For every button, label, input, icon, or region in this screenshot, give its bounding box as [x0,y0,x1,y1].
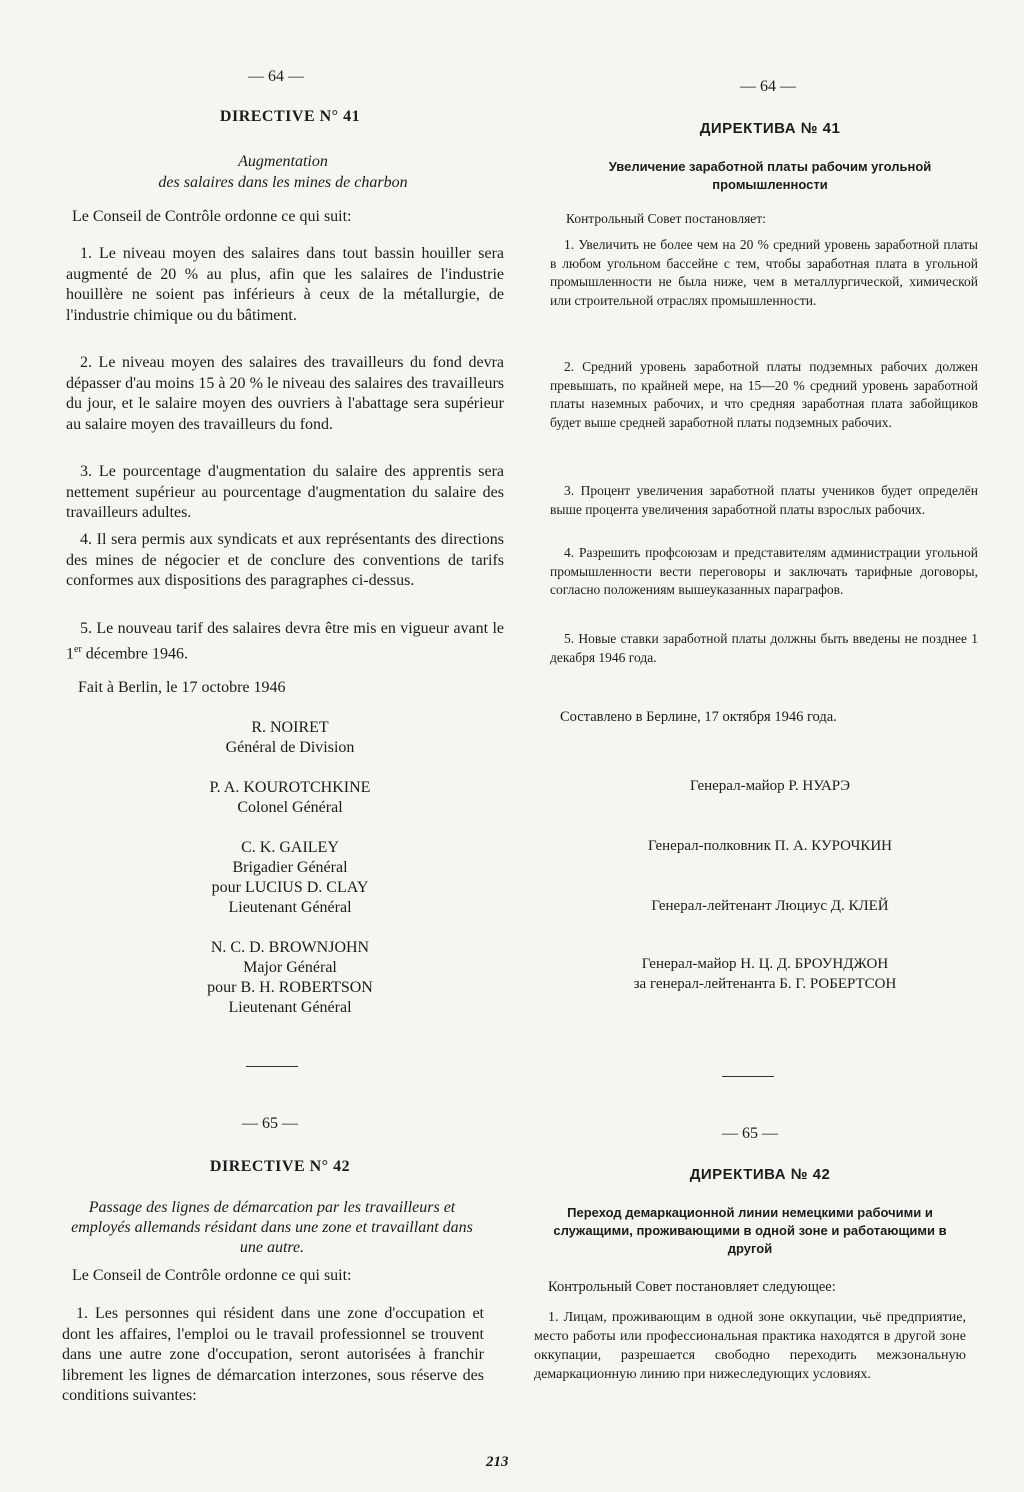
sig-rank: Général de Division [225,739,355,756]
sig-line-1: Генерал-майор Н. Ц. Д. БРОУНДЖОН [641,956,889,972]
fait-a-berlin-ru: Составлено в Берлине, 17 октября 1946 года. [560,709,837,725]
directive-41-subtitle-ru: Увеличение заработной платы рабочим угольной промышленности [608,159,932,192]
para-5-superscript: er [74,643,82,655]
directive-41-subtitle-fr-2: des salaires dans les mines de charbon [158,174,408,191]
directive-41-para-1-ru: 1. Увеличить не более чем на 20 % средний уровень заработной платы в любом угольном бассейне с тем, чтобы заработная плата в угольной промышленности не была ниже, чем в металлургической, химической или строительной отраслях промышленности. [550,237,978,308]
directive-41-para-4-ru: 4. Разрешить профсоюзам и представителям администрации угольной промышленности вести переговоры и заключать тарифные договоры, согласно положениям вышеуказанных параграфов. [550,545,978,597]
page-number-64-ru: — 64 — [740,78,796,95]
sig-name: N. C. D. BROWNJOHN [210,939,370,956]
directive-41-para-2-ru: 2. Средний уровень заработной платы подземных рабочих должен превышать, по крайней мере, на 15—20 % средний уровень заработной платы наземных рабочих, и что средняя заработная плата забойщиков будет выше средней заработной платы подземных рабочих. [550,359,978,430]
sig-name: R. NOIRET [251,719,329,736]
divider-rule-ru [722,1076,774,1077]
sig-rank: Brigadier Général [232,859,348,876]
directive-41-para-3-fr: 3. Le pourcentage d'augmentation du salaire des apprentis sera nettement supérieur au pourcentage d'augmentation du salaire des travailleurs adultes. [66,463,504,521]
directive-41-title-ru: ДИРЕКТИВА № 41 [699,120,841,137]
page-number-64-fr: — 64 — [248,68,304,85]
directive-42-title-fr: DIRECTIVE N° 42 [209,1158,351,1175]
signature-clay-ru: Генерал-лейтенант Люциус Д. КЛЕЙ [651,898,889,914]
signature-noiret-ru: Генерал-майор Р. НУАРЭ [689,778,851,794]
para-5-text-a: 5. Le nouveau tarif des salaires devra être mis en vigueur avant le 1 [66,620,504,662]
directive-41-para-4-fr: 4. Il sera permis aux syndicats et aux représentants des directions des mines de négocier et de conclure des conventions de tarifs conformes aux dispositions des paragraphes ci-dessus. [66,531,504,589]
page-number-65-ru: — 65 — [722,1125,778,1142]
sig-for: pour LUCIUS D. CLAY [211,879,369,896]
directive-41-intro-ru: Контрольный Совет постановляет: [566,211,766,226]
directive-41-intro-fr: Le Conseil de Contrôle ordonne ce qui suit: [72,208,352,225]
directive-41-subtitle-fr-1: Augmentation [238,153,328,170]
sig-name: P. A. KOUROTCHKINE [209,779,371,796]
directive-42-title-ru: ДИРЕКТИВА № 42 [689,1166,831,1183]
sig-for-rank: Lieutenant Général [228,999,352,1016]
sig-name: C. K. GAILEY [241,839,339,856]
sig-for-rank: Lieutenant Général [228,899,352,916]
directive-42-intro-fr: Le Conseil de Contrôle ordonne ce qui suit: [72,1267,352,1284]
directive-42-para-1-ru: 1. Лицам, проживающим в одной зоне оккупации, чьё предприятие, место работы или профессиональная практика находятся в другой зоне оккупации, разрешается свободно переходить межзональную демаркационную линию при нижеследующих условиях. [534,1310,966,1382]
signature-kourotchkine-fr [130,778,450,818]
directive-41-para-5-fr [66,619,504,664]
footer-page-number: 213 [486,1454,509,1470]
para-5-text-b: décembre 1946. [81,644,188,662]
directive-41-para-2-fr: 2. Le niveau moyen des salaires des travailleurs du fond devra dépasser d'au moins 15 à 20 % le niveau des salaires des travailleurs du jour, et le salaire moyen des ouvriers à l'abattage sera supérieur au salaire moyen des travailleurs du fond. [66,354,504,433]
directive-42-subtitle-ru: Переход демаркационной линии немецкими рабочими и служащими, проживающими в одной зоне и работающими в другой [553,1205,947,1256]
signature-kourotchkine-ru: Генерал-полковник П. А. КУРОЧКИН [647,838,893,854]
signature-brownjohn-ru [560,954,970,994]
divider-rule-fr [246,1066,298,1067]
fait-a-berlin-fr: Fait à Berlin, le 17 octobre 1946 [78,679,286,696]
sig-rank: Major Général [243,959,337,976]
signature-brownjohn-fr [130,938,450,1018]
directive-42-para-1-fr: 1. Les personnes qui résident dans une zone d'occupation et dont les affaires, l'emploi ou le travail professionnel se trouvent dans une autre zone d'occupation, seront autorisées à franchir librement les lignes de démarcation interzones, sous réserve des conditions suivantes: [62,1305,484,1404]
directive-42-intro-ru: Контрольный Совет постановляет следующее: [548,1279,836,1295]
page-number-65-fr: — 65 — [242,1115,298,1132]
directive-42-subtitle-fr: Passage des lignes de démarcation par les travailleurs et employés allemands résidant dans une zone et travaillant dans une autre. [71,1199,473,1256]
sig-for: pour B. H. ROBERTSON [207,979,373,996]
directive-41-para-1-fr: 1. Le niveau moyen des salaires dans tout bassin houiller sera augmenté de 20 % au plus, afin que les salaires de l'industrie houillère ne soient pas inférieurs à ceux de la métallurgie, de l'industrie chimique ou du bâtiment. [66,245,504,324]
directive-41-para-3-ru: 3. Процент увеличения заработной платы учеников будет определён выше процента увеличения заработной платы взрослых рабочих. [550,483,978,517]
signature-noiret-fr [150,718,430,758]
sig-line-2: за генерал-лейтенанта Б. Г. РОБЕРТСОН [633,976,897,992]
sig-rank: Colonel Général [237,799,343,816]
signature-gailey-fr [130,838,450,918]
directive-41-para-5-ru: 5. Новые ставки заработной платы должны быть введены не позднее 1 декабря 1946 года. [550,631,978,665]
directive-41-title-fr: DIRECTIVE N° 41 [219,108,361,125]
